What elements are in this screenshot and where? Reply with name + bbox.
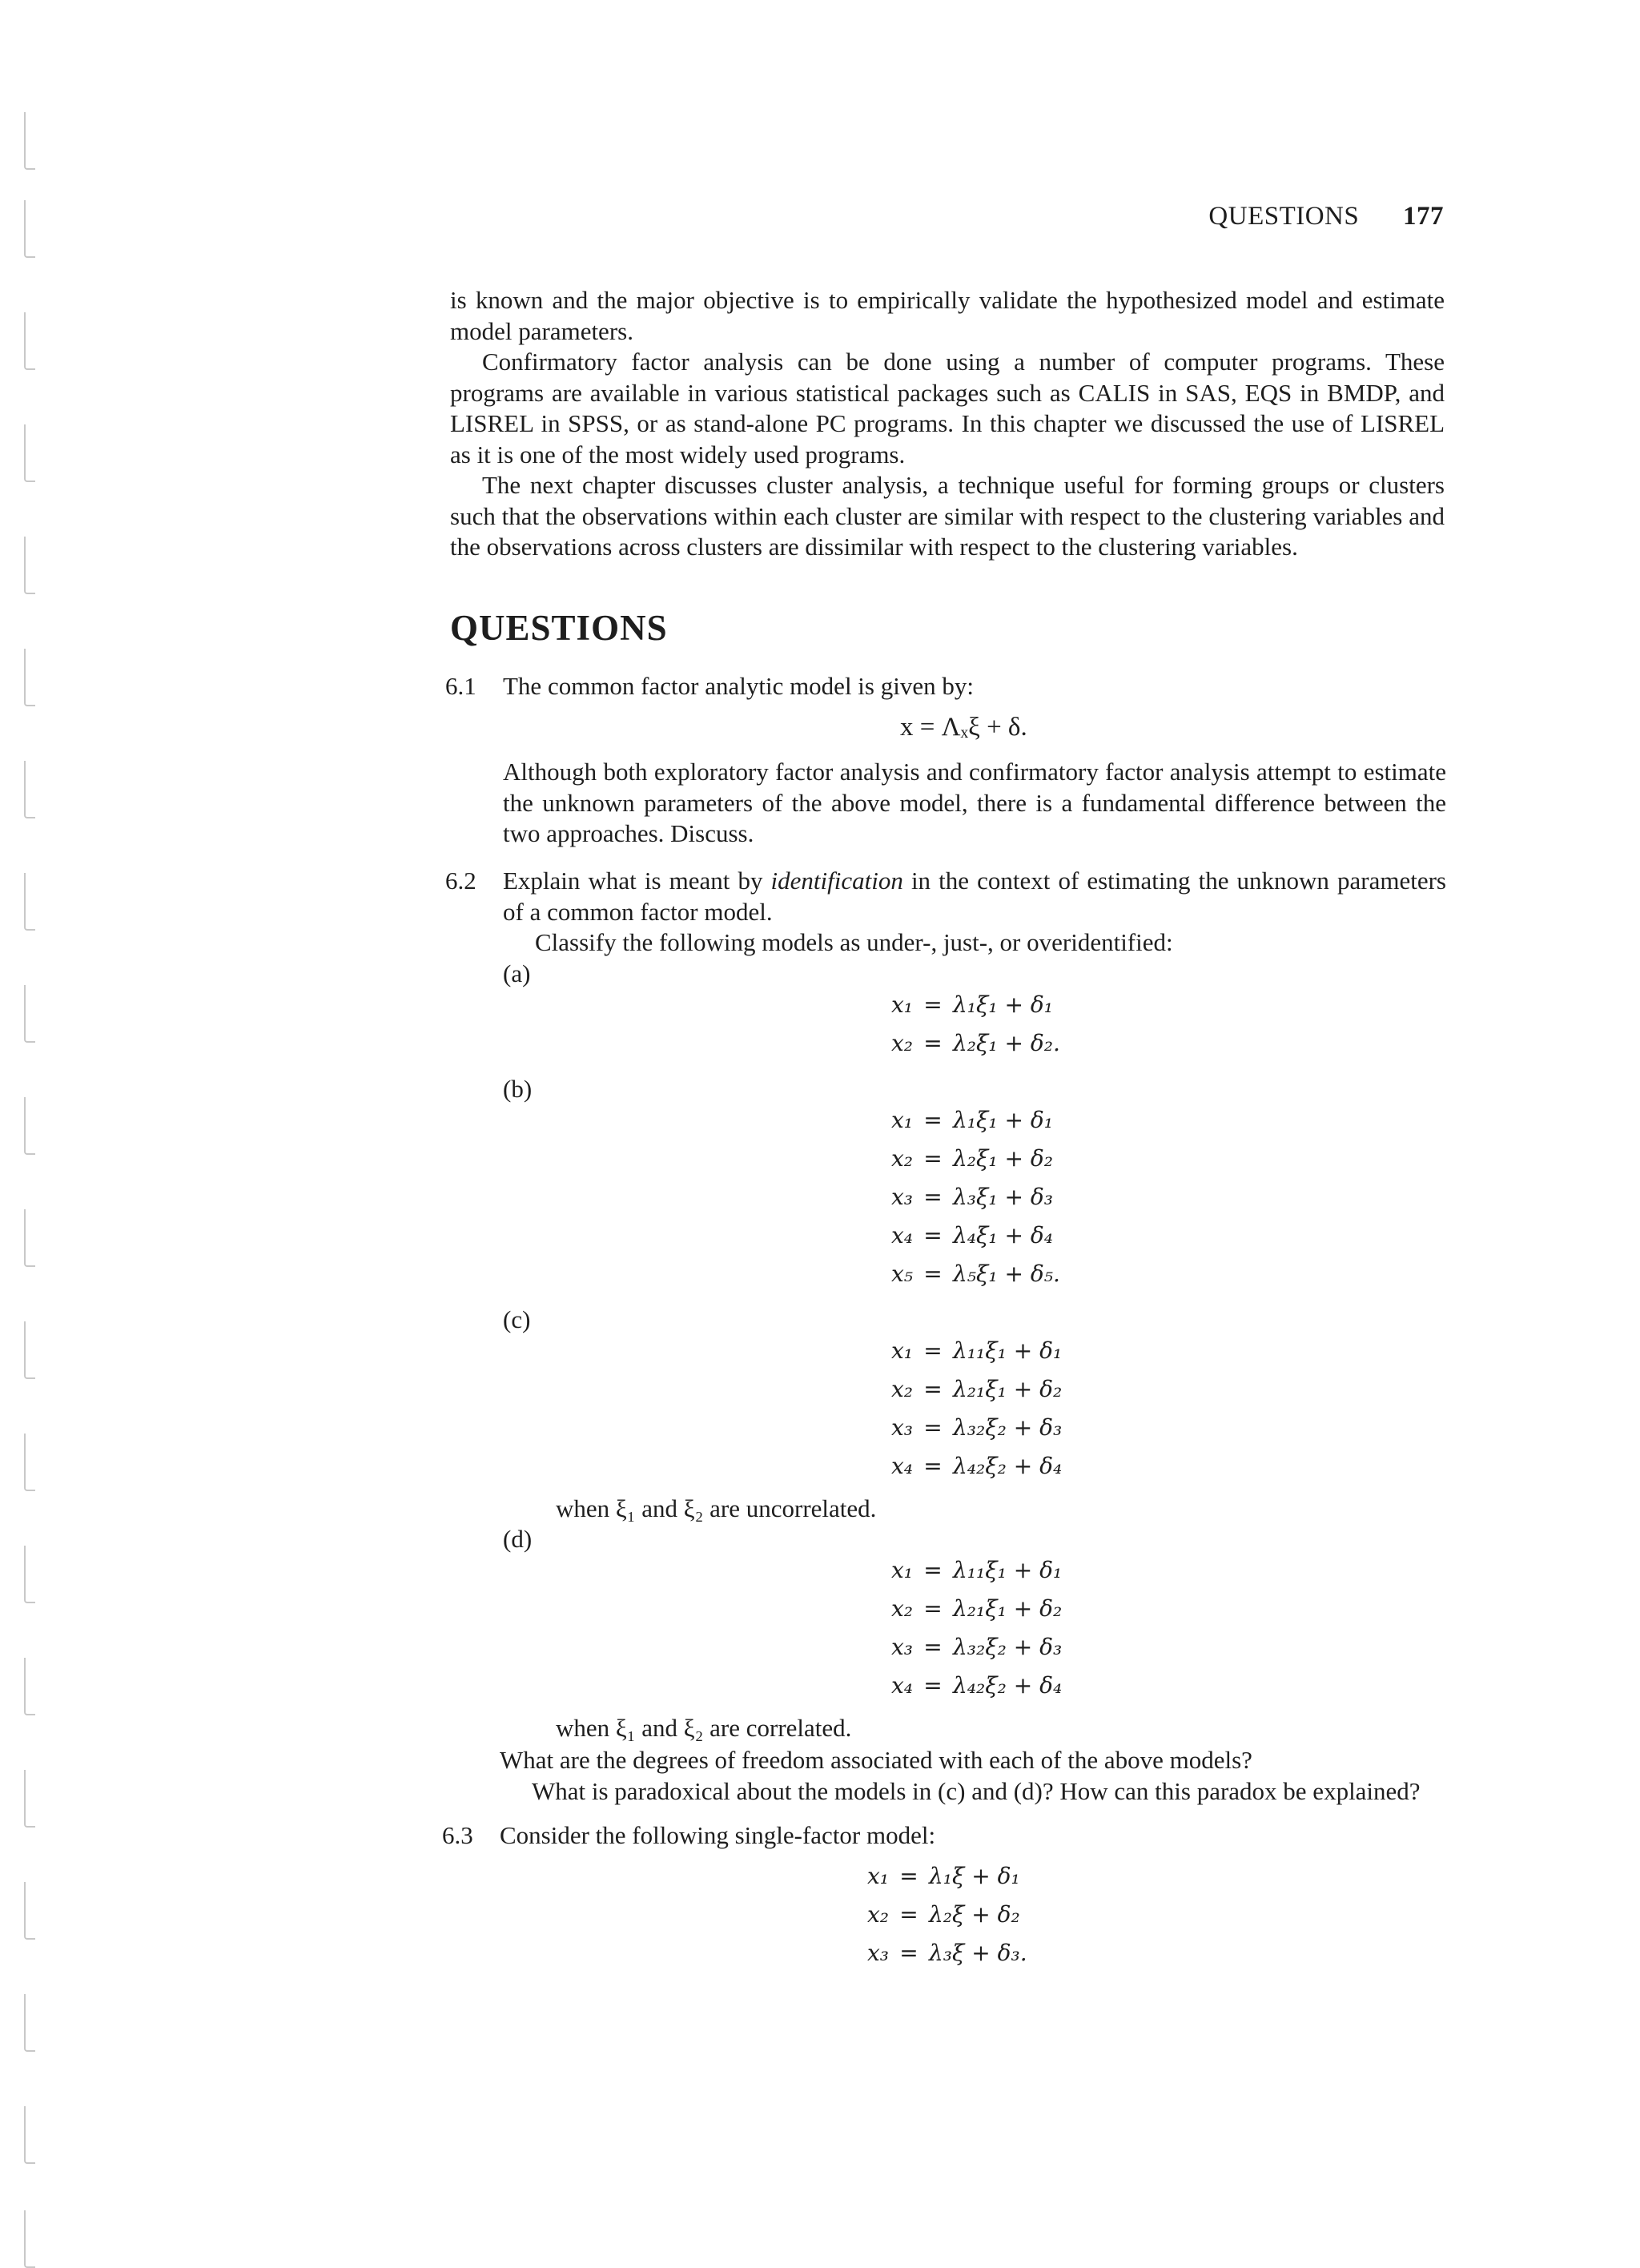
- eq-rhs: λ₃ξ₁ + δ₃: [953, 1184, 1053, 1210]
- model-c-condition: when ξ₁ and ξ₂ are uncorrelated.: [556, 1494, 877, 1522]
- lead-text: Explain what is meant by: [503, 867, 771, 895]
- eq-lhs: x₄: [890, 1222, 913, 1249]
- question-6-3: [442, 1820, 1443, 1852]
- eq-rhs: λ₄₂ξ₂ + δ₄: [953, 1453, 1063, 1479]
- page-number: 177: [1403, 202, 1444, 231]
- edge-mark: [24, 200, 35, 258]
- edge-mark: [24, 1546, 35, 1603]
- running-header: [1208, 202, 1444, 231]
- eq-lhs: x₃: [866, 1940, 889, 1966]
- eq-lhs: x₂: [890, 1145, 913, 1172]
- edge-mark: [24, 761, 35, 818]
- eq-op: =: [923, 1107, 943, 1133]
- equation-row: [878, 1672, 1062, 1699]
- classify-instruction: Classify the following models as under-, just-, or overidentified:: [535, 928, 1173, 956]
- eq-rhs: λ₂₁ξ₁ + δ₂: [953, 1376, 1063, 1402]
- eq-rhs: λ₃₂ξ₂ + δ₃: [953, 1634, 1063, 1660]
- eq-lhs: x₃: [890, 1184, 913, 1210]
- equation-row: [878, 1557, 1062, 1583]
- edge-mark: [24, 1097, 35, 1155]
- question-6-2: [445, 866, 1446, 959]
- lead-emphasis: identification: [770, 867, 903, 895]
- lead-text: in the context of estimating the unknown parameters of a common factor model.: [503, 867, 1446, 926]
- eq-op: =: [923, 1557, 943, 1583]
- equation-row: [878, 1376, 1062, 1402]
- eq-lhs: x₁: [890, 1107, 913, 1133]
- eq-op: =: [923, 1030, 943, 1056]
- edge-mark: [24, 424, 35, 482]
- edge-mark: [24, 1770, 35, 1828]
- eq-op: =: [923, 1337, 943, 1364]
- question-lead: Consider the following single-factor model:: [500, 1821, 936, 1849]
- equation-row: [878, 1453, 1062, 1479]
- question-lead: [503, 866, 1446, 927]
- eq-lhs: x₁: [890, 1337, 913, 1364]
- edge-mark: [24, 2210, 35, 2268]
- equation-row: [878, 1107, 1053, 1133]
- eq-op: =: [923, 1261, 943, 1287]
- edge-mark: [24, 1658, 35, 1715]
- equation-row: [878, 1261, 1060, 1287]
- eq-lhs: x₂: [866, 1901, 889, 1928]
- eq-rhs: λ₂₁ξ₁ + δ₂: [953, 1595, 1063, 1622]
- eq-op: =: [923, 1414, 943, 1441]
- eq-rhs: λ₂ξ₁ + δ₂.: [953, 1030, 1060, 1056]
- eq-lhs: x₁: [890, 1557, 913, 1583]
- eq-op: =: [923, 1453, 943, 1479]
- equation-row: [878, 1634, 1062, 1660]
- edge-mark: [24, 1209, 35, 1267]
- question-6-1: [445, 671, 1446, 702]
- intro-text: [450, 285, 1445, 563]
- eq-op: =: [923, 991, 943, 1018]
- eq-lhs: x₂: [890, 1595, 913, 1622]
- eq-op: =: [899, 1940, 918, 1966]
- model-label-a: (a): [503, 959, 531, 987]
- model-d-condition: when ξ₁ and ξ₂ are correlated.: [556, 1714, 852, 1742]
- eq-rhs: λ₂ξ + δ₂: [929, 1901, 1020, 1928]
- edge-mark: [24, 985, 35, 1043]
- eq-lhs: x₂: [890, 1376, 913, 1402]
- eq-op: =: [923, 1145, 943, 1172]
- edge-mark: [24, 312, 35, 370]
- edge-mark: [24, 1994, 35, 2052]
- model-label-b: (b): [503, 1075, 533, 1103]
- intro-paragraph-3: The next chapter discusses cluster analysis, a technique useful for forming groups or clusters such that the observations within each cluster are similar with respect to the clustering variables and the observations across clusters are dissimilar with respect to the clustering variables.: [450, 471, 1445, 561]
- edge-mark: [24, 873, 35, 931]
- question-number: 6.2: [445, 867, 476, 895]
- eq-rhs: λ₁ξ + δ₁: [929, 1863, 1020, 1889]
- model-label-d: (d): [503, 1525, 533, 1553]
- eq-rhs: λ₂ξ₁ + δ₂: [953, 1145, 1053, 1172]
- edge-mark: [24, 1321, 35, 1379]
- page-edge-marks: [24, 0, 35, 2261]
- eq-lhs: x₃: [890, 1634, 913, 1660]
- model-equation: x = Λₓξ + δ.: [900, 713, 1027, 742]
- eq-rhs: λ₁ξ₁ + δ₁: [953, 1107, 1053, 1133]
- eq-rhs: λ₁₁ξ₁ + δ₁: [953, 1337, 1063, 1364]
- section-title: QUESTIONS: [450, 608, 668, 648]
- eq-rhs: λ₅ξ₁ + δ₅.: [953, 1261, 1060, 1287]
- equation-row: [854, 1901, 1020, 1928]
- intro-paragraph-1: is known and the major objective is to empirically validate the hypothesized model and estimate model parameters.: [450, 286, 1445, 345]
- eq-op: =: [923, 1634, 943, 1660]
- eq-lhs: x₁: [890, 991, 913, 1018]
- question-6-2-followups: [445, 1745, 1446, 1807]
- edge-mark: [24, 1434, 35, 1491]
- edge-mark: [24, 1882, 35, 1940]
- equation-row: [854, 1940, 1027, 1966]
- eq-op: =: [923, 1595, 943, 1622]
- eq-lhs: x₁: [866, 1863, 889, 1889]
- eq-lhs: x₅: [890, 1261, 913, 1287]
- intro-paragraph-2: Confirmatory factor analysis can be done using a number of computer programs. These programs are available in various statistical packages such as CALIS in SAS, EQS in BMDP, and LISREL in SPSS, or as stand-alone PC programs. In this chapter we discussed the use of LISREL as it is one of the most widely used programs.: [450, 348, 1445, 468]
- question-number: 6.1: [445, 672, 476, 700]
- eq-rhs: λ₄ξ₁ + δ₄: [953, 1222, 1053, 1249]
- equation-row: [878, 1030, 1060, 1056]
- eq-op: =: [923, 1184, 943, 1210]
- equation-row: [878, 1595, 1062, 1622]
- eq-rhs: λ₃₂ξ₂ + δ₃: [953, 1414, 1063, 1441]
- eq-rhs: λ₃ξ + δ₃.: [929, 1940, 1027, 1966]
- equation-row: [878, 1337, 1062, 1364]
- eq-op: =: [923, 1222, 943, 1249]
- eq-rhs: λ₁ξ₁ + δ₁: [953, 991, 1053, 1018]
- paradox-question: What is paradoxical about the models in (c) and (d)? How can this paradox be explained?: [532, 1776, 1421, 1805]
- degrees-of-freedom-question: What are the degrees of freedom associated with each of the above models?: [500, 1746, 1252, 1774]
- question-text: Although both exploratory factor analysis and confirmatory factor analysis attempt to estimate the unknown parameters of the above model, there is a fundamental difference between the two approaches. Discuss.: [503, 758, 1446, 847]
- eq-lhs: x₄: [890, 1453, 913, 1479]
- eq-lhs: x₄: [890, 1672, 913, 1699]
- eq-op: =: [923, 1376, 943, 1402]
- eq-op: =: [899, 1863, 918, 1889]
- edge-mark: [24, 537, 35, 594]
- equation-row: [854, 1863, 1020, 1889]
- eq-rhs: λ₄₂ξ₂ + δ₄: [953, 1672, 1063, 1699]
- equation-row: [878, 1414, 1062, 1441]
- edge-mark: [24, 649, 35, 706]
- question-6-1-body: [445, 757, 1446, 850]
- edge-mark: [24, 2106, 35, 2164]
- equation-row: [878, 1145, 1053, 1172]
- model-label-c: (c): [503, 1305, 531, 1333]
- question-number: 6.3: [442, 1821, 473, 1849]
- eq-op: =: [899, 1901, 918, 1928]
- eq-op: =: [923, 1672, 943, 1699]
- running-head-title: QUESTIONS: [1208, 202, 1360, 231]
- eq-rhs: λ₁₁ξ₁ + δ₁: [953, 1557, 1063, 1583]
- equation-row: [878, 1184, 1053, 1210]
- question-lead: The common factor analytic model is given by:: [503, 672, 974, 700]
- equation-row: [878, 1222, 1053, 1249]
- edge-mark: [24, 112, 35, 170]
- eq-lhs: x₃: [890, 1414, 913, 1441]
- equation-row: [878, 991, 1053, 1018]
- eq-lhs: x₂: [890, 1030, 913, 1056]
